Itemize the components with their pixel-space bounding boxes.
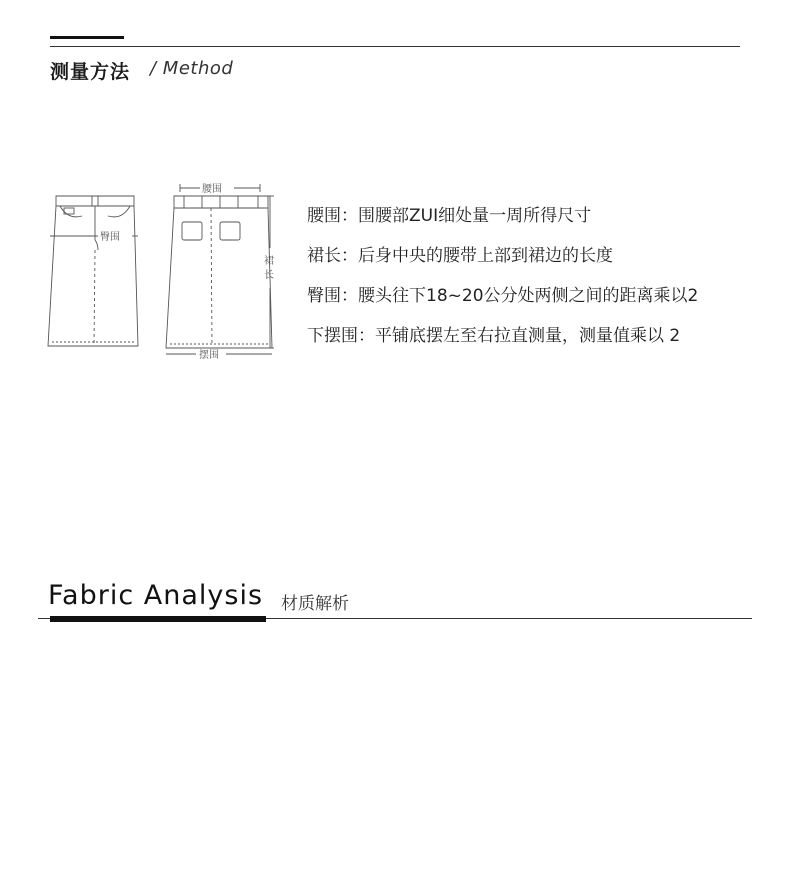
measurement-length <box>307 241 613 266</box>
measurement-hem <box>307 321 680 346</box>
fabric-subtitle: 材质解析 <box>281 594 349 614</box>
measurement-text: 围腰部ZUI细处量一周所得尺寸 <box>358 206 592 226</box>
measurement-hip <box>307 281 698 306</box>
measurement-text: 腰头往下18~20公分处两侧之间的距离乘以2 <box>358 286 699 306</box>
measurement-label: 腰围： <box>307 206 358 226</box>
fabric-accent-bar <box>50 616 266 622</box>
hip-label: 臀围 <box>100 232 120 243</box>
svg-text:长: 长 <box>264 270 274 281</box>
measurement-text: 后身中央的腰带上部到裙边的长度 <box>358 246 613 266</box>
method-title: 测量方法 <box>50 61 131 83</box>
method-divider <box>50 46 740 47</box>
waist-label: 腰围 <box>202 184 222 195</box>
measurement-label: 裙长： <box>307 246 358 266</box>
hem-label: 摆围 <box>199 350 219 361</box>
front-skirt-drawing <box>48 196 138 346</box>
method-accent-bar <box>50 36 124 39</box>
measurement-waist <box>307 201 591 226</box>
back-skirt-drawing <box>166 196 272 348</box>
svg-text:裙: 裙 <box>264 256 274 267</box>
measurement-label: 下摆围： <box>307 326 375 346</box>
method-subtitle: / Method <box>150 58 234 79</box>
measurement-label: 臀围： <box>307 286 358 306</box>
fabric-title: Fabric Analysis <box>48 580 264 611</box>
measurement-text: 平铺底摆左至右拉直测量，测量值乘以 2 <box>375 326 681 346</box>
skirt-measurement-diagram <box>38 178 288 368</box>
length-label <box>264 255 274 281</box>
